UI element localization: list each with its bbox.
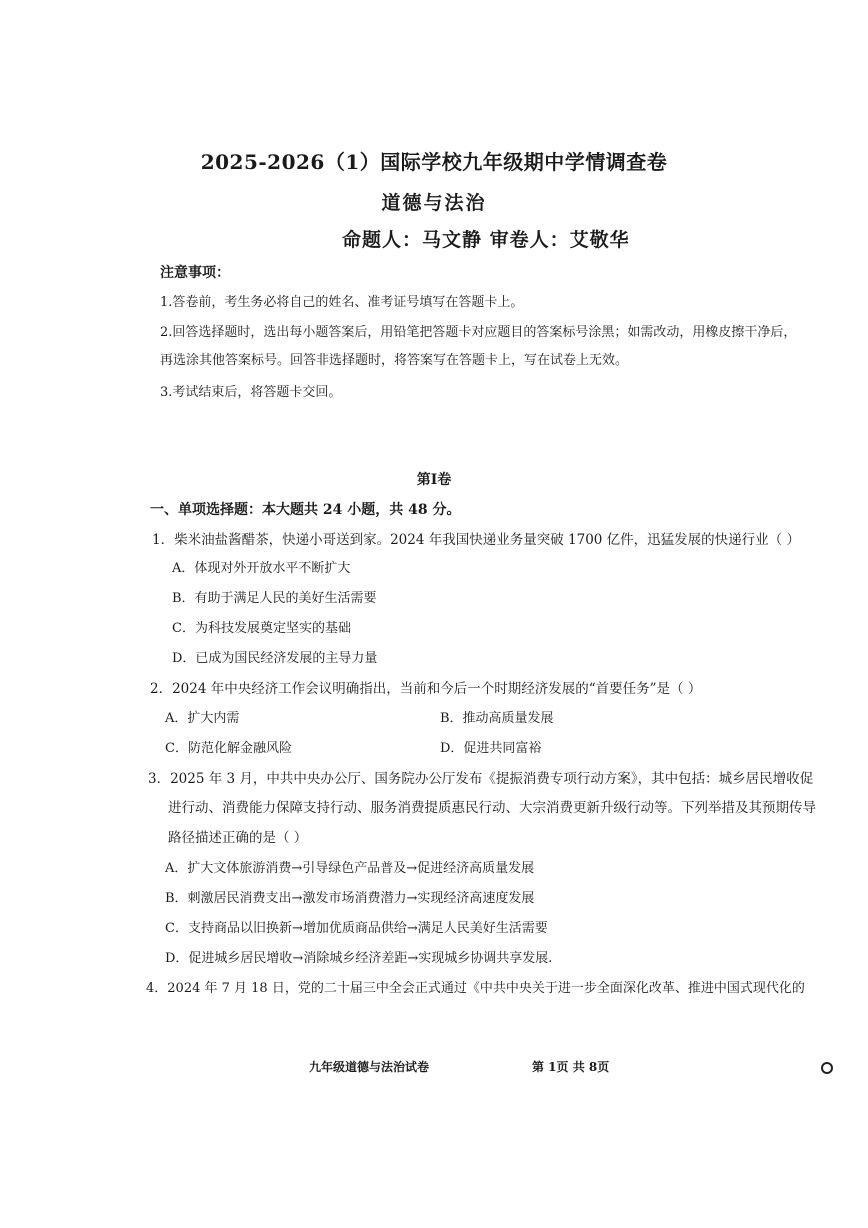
question-3-option-c: C．支持商品以旧换新→增加优质商品供给→满足人民美好生活需要 bbox=[165, 921, 548, 936]
question-2-option-a: A．扩大内需 bbox=[165, 711, 240, 726]
part-heading: 一、单项选择题：本大题共 24 小题，共 48 分。 bbox=[150, 502, 461, 518]
notice-item-3: 3.考试结束后，将答题卡交回。 bbox=[160, 385, 342, 400]
question-1-option-b: B．有助于满足人民的美好生活需要 bbox=[172, 591, 377, 606]
question-3-stem: 3．2025 年 3 月，中共中央办公厅、国务院办公厅发布《提振消费专项行动方案》，其中包括：城乡居民增收促 bbox=[148, 771, 814, 787]
question-1-option-a: A．体现对外开放水平不断扩大 bbox=[172, 561, 351, 576]
question-3-option-a: A．扩大文体旅游消费→引导绿色产品普及→促进经济高质量发展 bbox=[165, 861, 535, 876]
footer-page-number: 第 1页 共 8页 bbox=[532, 1060, 610, 1074]
question-1-stem: 1．柴米油盐酱醋茶，快递小哥送到家。2024 年我国快递业务量突破 1700 亿件，迅猛发展的快递行业（ ） bbox=[152, 532, 800, 548]
question-3-stem-line-3: 路径描述正确的是（ ） bbox=[168, 830, 308, 846]
question-1-option-d: D．已成为国民经济发展的主导力量 bbox=[172, 651, 378, 666]
exam-authors: 命题人：马文静 审卷人：艾敬华 bbox=[342, 229, 630, 251]
notice-item-1: 1.答卷前，考生务必将自己的姓名、准考证号填写在答题卡上。 bbox=[160, 295, 524, 310]
footer-subject: 九年级道德与法治试卷 bbox=[309, 1060, 430, 1074]
notice-item-2-cont: 再选涂其他答案标号。回答非选择题时，将答案写在答题卡上，写在试卷上无效。 bbox=[160, 353, 629, 368]
question-2-option-d: D．促进共同富裕 bbox=[440, 741, 542, 756]
question-3-option-b: B．刺激居民消费支出→激发市场消费潜力→实现经济高速度发展 bbox=[165, 891, 535, 906]
question-2-stem: 2．2024 年中央经济工作会议明确指出，当前和今后一个时期经济发展的“首要任务”是（ ） bbox=[150, 681, 702, 697]
question-3-option-d: D．促进城乡居民增收→消除城乡经济差距→实现城乡协调共享发展. bbox=[165, 951, 553, 966]
notice-heading: 注意事项： bbox=[160, 265, 230, 281]
question-3-stem-line-2: 进行动、消费能力保障支持行动、服务消费提质惠民行动、大宗消费更新升级行动等。下列举措及其预期传导 bbox=[168, 800, 816, 816]
notice-item-2: 2.回答选择题时，选出每小题答案后，用铅笔把答题卡对应题目的答案标号涂黑；如需改动，用橡皮擦干净后， bbox=[160, 325, 797, 340]
question-2-option-b: B．推动高质量发展 bbox=[440, 711, 554, 726]
question-4-stem: 4．2024 年 7 月 18 日，党的二十届三中全会正式通过《中共中央关于进一步全面深化改革、推进中国式现代化的 bbox=[146, 981, 805, 996]
exam-subject: 道德与法治 bbox=[381, 192, 487, 214]
scan-mark-icon bbox=[821, 1062, 833, 1074]
question-1-option-c: C．为科技发展奠定坚实的基础 bbox=[172, 621, 351, 636]
section-title: 第Ⅰ卷 bbox=[416, 472, 452, 488]
exam-title: 2025-2026（1）国际学校九年级期中学情调查卷 bbox=[200, 150, 668, 174]
question-2-option-c: C．防范化解金融风险 bbox=[165, 741, 292, 756]
